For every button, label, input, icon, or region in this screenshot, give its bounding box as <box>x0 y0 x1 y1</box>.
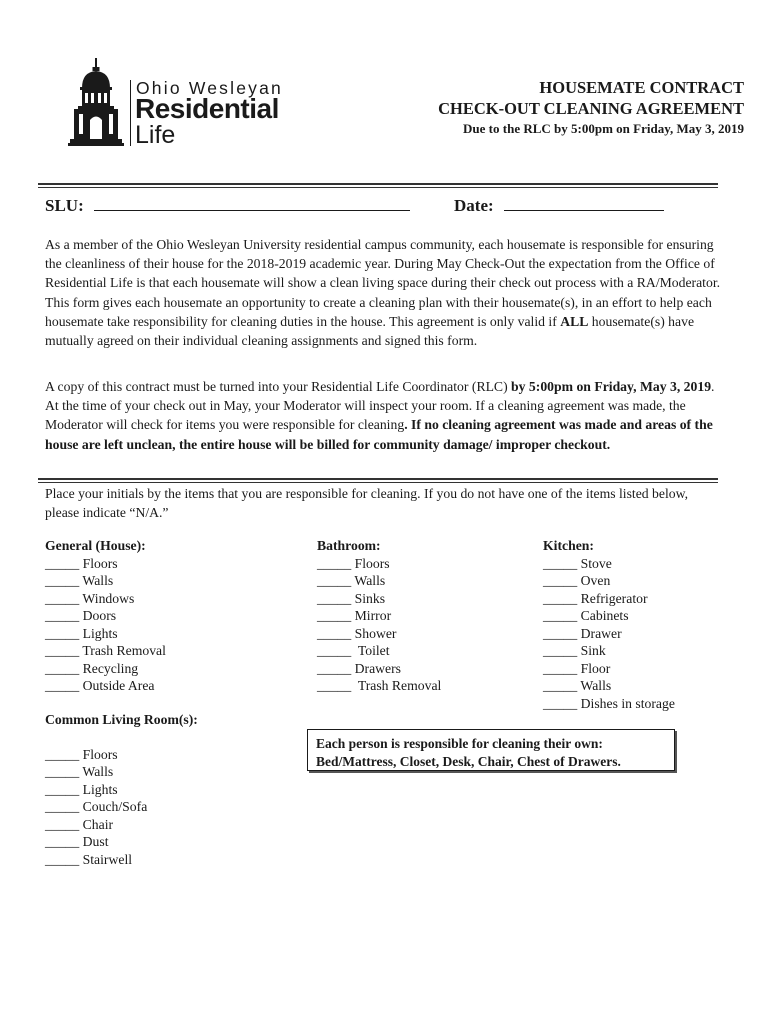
intro-paragraph <box>45 235 721 350</box>
checklist-item[interactable]: _____ Sinks <box>317 590 386 606</box>
general-heading: General (House): <box>45 538 146 553</box>
slu-blank-line[interactable] <box>94 196 410 211</box>
logo-text-residential: Residential <box>135 93 279 124</box>
checklist-item[interactable]: _____ Floors <box>317 555 390 571</box>
checklist-item[interactable]: _____ Doors <box>45 608 117 623</box>
checklist-item[interactable]: _____ Floor <box>543 660 611 676</box>
checklist-item[interactable]: _____ Cabinets <box>543 608 629 623</box>
kitchen-heading: Kitchen: <box>543 538 594 553</box>
living-room-heading: Common Living Room(s): <box>45 712 198 727</box>
slu-field[interactable] <box>45 196 410 216</box>
bathroom-heading: Bathroom: <box>317 538 381 553</box>
middle-rule-thin <box>38 482 718 483</box>
checklist-item[interactable]: _____ Dishes in storage <box>543 695 675 711</box>
top-rule-thin <box>38 187 718 188</box>
checklist-item[interactable]: _____ Lights <box>45 781 118 797</box>
date-blank-line[interactable] <box>504 196 664 211</box>
logo-text-ohio-wesleyan: Ohio Wesleyan <box>136 78 283 98</box>
responsibility-note-box <box>307 729 675 771</box>
checklist-item[interactable]: _____ Refrigerator <box>543 590 648 606</box>
checklist-item[interactable]: _____ Recycling <box>45 660 139 676</box>
checklist-item[interactable]: _____ Toilet <box>317 643 390 658</box>
checklist-item[interactable]: _____ Couch/Sofa <box>45 799 148 814</box>
due-date-note: Due to the RLC by 5:00pm on Friday, May 3, 2019 <box>463 121 744 136</box>
checklist-item[interactable]: _____ Windows <box>45 590 135 606</box>
contract-warning: . If no cleaning agreement was made and areas of the house are left unclean, the entire house will be billed for community damage/ improper checkout. <box>45 417 713 452</box>
checklist-item[interactable]: _____ Walls <box>45 573 114 588</box>
checklist-item[interactable]: _____ Walls <box>317 573 386 588</box>
document-title: HOUSEMATE CONTRACT <box>539 78 744 97</box>
checklist-item[interactable]: _____ Sink <box>543 643 606 658</box>
kitchen-column <box>543 537 675 712</box>
checklist-item[interactable]: _____ Shower <box>317 625 397 641</box>
intro-bold-all: ALL <box>560 313 589 329</box>
instructions-text: Place your initials by the items that you are responsible for cleaning. If you do not have one of the items listed below, please indicate “N/A.” <box>45 486 689 521</box>
checklist-item[interactable]: _____ Floors <box>45 555 118 571</box>
building-dome-icon <box>68 58 124 148</box>
checklist-item[interactable]: _____ Stove <box>543 555 612 571</box>
document-subtitle: CHECK-OUT CLEANING AGREEMENT <box>438 99 744 118</box>
checklist-item[interactable]: _____ Floors <box>45 746 118 762</box>
note-line-1: Each person is responsible for cleaning their own: <box>316 736 603 751</box>
bathroom-column <box>317 537 441 695</box>
middle-rule <box>38 478 718 480</box>
date-label: Date: <box>454 196 494 215</box>
logo-text-life: Life <box>135 121 176 149</box>
contract-paragraph <box>45 377 721 454</box>
checklist-item[interactable]: _____ Trash Removal <box>317 678 442 693</box>
checklist-item[interactable]: _____ Lights <box>45 625 118 641</box>
checklist-item[interactable]: _____ Dust <box>45 834 109 849</box>
note-line-2: Bed/Mattress, Closet, Desk, Chair, Chest of Drawers. <box>316 754 621 769</box>
checklist-item[interactable]: _____ Trash Removal <box>45 643 166 658</box>
living-room-column <box>45 711 198 868</box>
general-column <box>45 537 166 695</box>
checklist-item[interactable]: _____ Outside Area <box>45 678 155 693</box>
contract-text-c: . At the time of your check out in May, your Moderator will inspect your room. If a cleaning agreement was made, the Moderator will check for items you were responsible for cleaning <box>45 379 715 433</box>
checklist-item[interactable]: _____ Stairwell <box>45 851 133 867</box>
checklist-item[interactable]: _____ Walls <box>45 764 114 779</box>
instructions <box>45 484 721 522</box>
checklist-item[interactable]: _____ Drawers <box>317 660 402 676</box>
checklist-item[interactable]: _____ Oven <box>543 573 611 588</box>
checklist-item[interactable]: _____ Chair <box>45 816 114 832</box>
top-rule <box>38 183 718 185</box>
slu-label: SLU: <box>45 196 84 215</box>
intro-text: As a member of the Ohio Wesleyan University residential campus community, each housemate is responsible for ensuring the cleanliness of their house for the 2018-2019 academic year. During May Check-Out the expectation from the Office of Residential Life is that each housemate will show a clean living space during their check out process with a RA/Moderator. This form gives each housemate an opportunity to create a cleaning plan with their housemate(s), in an effort to help each housemate take responsibility for cleaning duties in the house. This agreement is only valid if <box>45 237 721 329</box>
checklist-item[interactable]: _____ Walls <box>543 678 612 693</box>
date-field[interactable] <box>454 196 664 216</box>
contract-text-a: A copy of this contract must be turned into your Residential Life Coordinator (RLC) <box>45 379 512 394</box>
checklist-item[interactable]: _____ Drawer <box>543 625 622 641</box>
contract-deadline: by 5:00pm on Friday, May 3, 2019 <box>511 379 712 394</box>
intro-text-end: housemate(s) have mutually agreed on their individual cleaning assignments and signed this form. <box>45 313 695 349</box>
logo-divider <box>130 80 131 146</box>
checklist-item[interactable]: _____ Mirror <box>317 608 392 623</box>
